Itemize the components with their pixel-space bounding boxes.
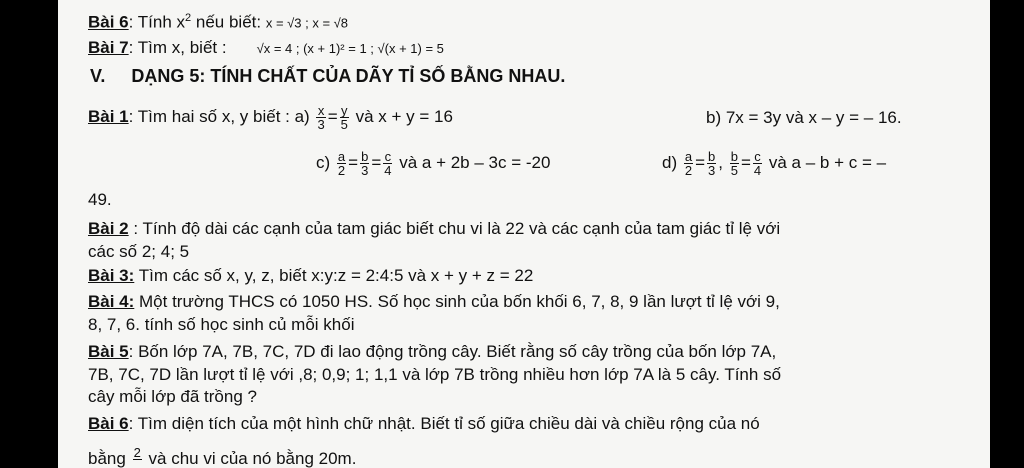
bai2-line2: [88, 242, 189, 262]
frac-den: 4: [753, 163, 762, 178]
bai1-cont: [88, 190, 112, 210]
frac-2: [133, 446, 142, 468]
frac-den: 3: [708, 163, 716, 178]
bai6b-line2a: bằng: [88, 448, 126, 468]
frac-a2-d: [684, 150, 693, 177]
frac-num: 2: [133, 445, 141, 460]
frac-num: a: [684, 149, 693, 164]
bai2-line1: [88, 219, 780, 239]
bai6a-text: : Tính x: [128, 12, 186, 32]
worksheet-page: [58, 0, 990, 468]
bai5-line3: [88, 387, 257, 407]
bai6a-line: [88, 8, 348, 34]
frac-den: 5: [340, 117, 348, 132]
frac-den: 3: [361, 163, 369, 178]
bai6a-sup: 2: [185, 12, 192, 24]
bai3-line: [88, 266, 533, 286]
frac-num: b: [730, 149, 738, 164]
bai2-label: Bài 2: [88, 219, 129, 238]
bai6b-line2: [88, 446, 356, 468]
bai5-line1-text: : Bốn lớp 7A, 7B, 7C, 7D đi lao động trồng cây. Biết rằng số cây trồng của bốn lớp 7A,: [128, 342, 777, 361]
frac-den: 3: [317, 117, 325, 132]
bai4-line2-text: 8, 7, 6. tính số học sinh củ mỗi khối: [88, 315, 355, 334]
bai6a-label: Bài 6: [88, 12, 129, 32]
bai7-text: : Tìm x, biết :: [128, 38, 227, 57]
bai6a-text2: nếu biết:: [191, 12, 262, 32]
section-heading: [90, 66, 565, 86]
bai4-line1-text: Một trường THCS có 1050 HS. Số học sinh của bốn khối 6, 7, 8, 9 lần lượt tỉ lệ với 9,: [134, 292, 780, 311]
right-frame: [990, 0, 1024, 468]
frac-b5-d: [730, 150, 739, 177]
frac-num: b: [361, 149, 369, 164]
bai1-label: Bài 1: [88, 106, 129, 126]
left-frame: [0, 0, 58, 468]
bai1-d-label: d): [662, 152, 678, 172]
bai3-text: Tìm các số x, y, z, biết x:y:z = 2:4:5 và x + y + z = 22: [134, 266, 534, 285]
bai7-label: Bài 7: [88, 38, 129, 57]
bai3-label: Bài 3:: [88, 266, 135, 285]
frac-b3-d: [707, 150, 716, 177]
frac-c4: [383, 150, 392, 177]
bai1-d-tail: và a – b + c = –: [768, 152, 887, 172]
frac-num: a: [337, 149, 346, 164]
bai5-line2: [88, 365, 781, 385]
bai7-line: [88, 38, 444, 59]
bai6b-line2b: và chu vi của nó bằng 20m.: [143, 448, 357, 468]
bai6b-line1: [88, 414, 760, 434]
frac-den: 5: [730, 163, 738, 178]
section-title: DẠNG 5: TÍNH CHẤT CỦA DÃY TỈ SỐ BẰNG NHAU.: [131, 66, 566, 86]
bai4-line2: [88, 315, 354, 335]
bai1-b-text: b) 7x = 3y và x – y = – 16.: [706, 108, 902, 127]
bai2-line1-text: : Tính độ dài các cạnh của tam giác biết chu vi là 22 và các cạnh của tam giác tỉ lệ với: [128, 219, 781, 238]
frac-num: b: [708, 149, 716, 164]
frac-den: [133, 460, 142, 468]
bai1-c-label: c): [316, 152, 331, 172]
bai4-line1: [88, 292, 780, 312]
bai6a-math: x = √3 ; x = √8: [265, 15, 349, 31]
frac-y5: [340, 104, 349, 131]
frac-a2: [337, 150, 346, 177]
bai1-line-c: c) $\frac{a}{2}$ = $\frac{b}{3}$ = $\frac{c}{4}$ và a + 2b – 3c = -20: [316, 149, 551, 178]
bai7-math: √x = 4 ; (x + 1)² = 1 ; √(x + 1) = 5: [256, 41, 444, 56]
section-number: V.: [90, 66, 106, 86]
frac-num: c: [754, 149, 761, 164]
bai5-line2-text: 7B, 7C, 7D lần lượt tỉ lệ với ,8; 0,9; 1; 1,1 và lớp 7B trồng nhiều hơn lớp 7A là 5 cây. Tính số: [88, 365, 782, 384]
bai5-line1: [88, 342, 776, 362]
bai1-a-tail: và x + y = 16: [355, 106, 453, 126]
bai1-line-a: Bài 1: Tìm hai số x, y biết : a) $\frac{x}{3}$ = $\frac{y}{5}$ và x + y = 16: [88, 103, 453, 132]
frac-x3: [316, 104, 325, 131]
bai5-line3-text: cây mỗi lớp đã trồng ?: [88, 387, 257, 406]
frac-c4-d: [753, 150, 762, 177]
bai1-cont-text: 49.: [88, 190, 112, 209]
frac-den: 2: [684, 163, 693, 178]
bai1-a-text: : Tìm hai số x, y biết : a): [128, 106, 310, 126]
bai5-label: Bài 5: [88, 342, 129, 361]
bai4-label: Bài 4:: [88, 292, 135, 311]
frac-den: 2: [337, 163, 346, 178]
frac-b3: [360, 150, 369, 177]
frac-num: c: [384, 149, 392, 164]
bai1-line-d: d) $\frac{a}{2}$ = $\frac{b}{3}$ , $\frac{b}{5}$ = $\frac{c}{4}$ và a – b + c = –: [662, 149, 887, 178]
bai1-c-tail: và a + 2b – 3c = -20: [399, 152, 551, 172]
frac-den: 4: [384, 163, 392, 178]
bai6b-line1-text: : Tìm diện tích của một hình chữ nhật. Biết tỉ số giữa chiều dài và chiều rộng của nó: [128, 414, 760, 433]
bai2-line2-text: các số 2; 4; 5: [88, 242, 190, 261]
frac-num: y: [341, 103, 348, 118]
frac-num: x: [317, 103, 325, 118]
bai1-line-b: [706, 108, 902, 128]
bai6b-label: Bài 6: [88, 414, 129, 433]
